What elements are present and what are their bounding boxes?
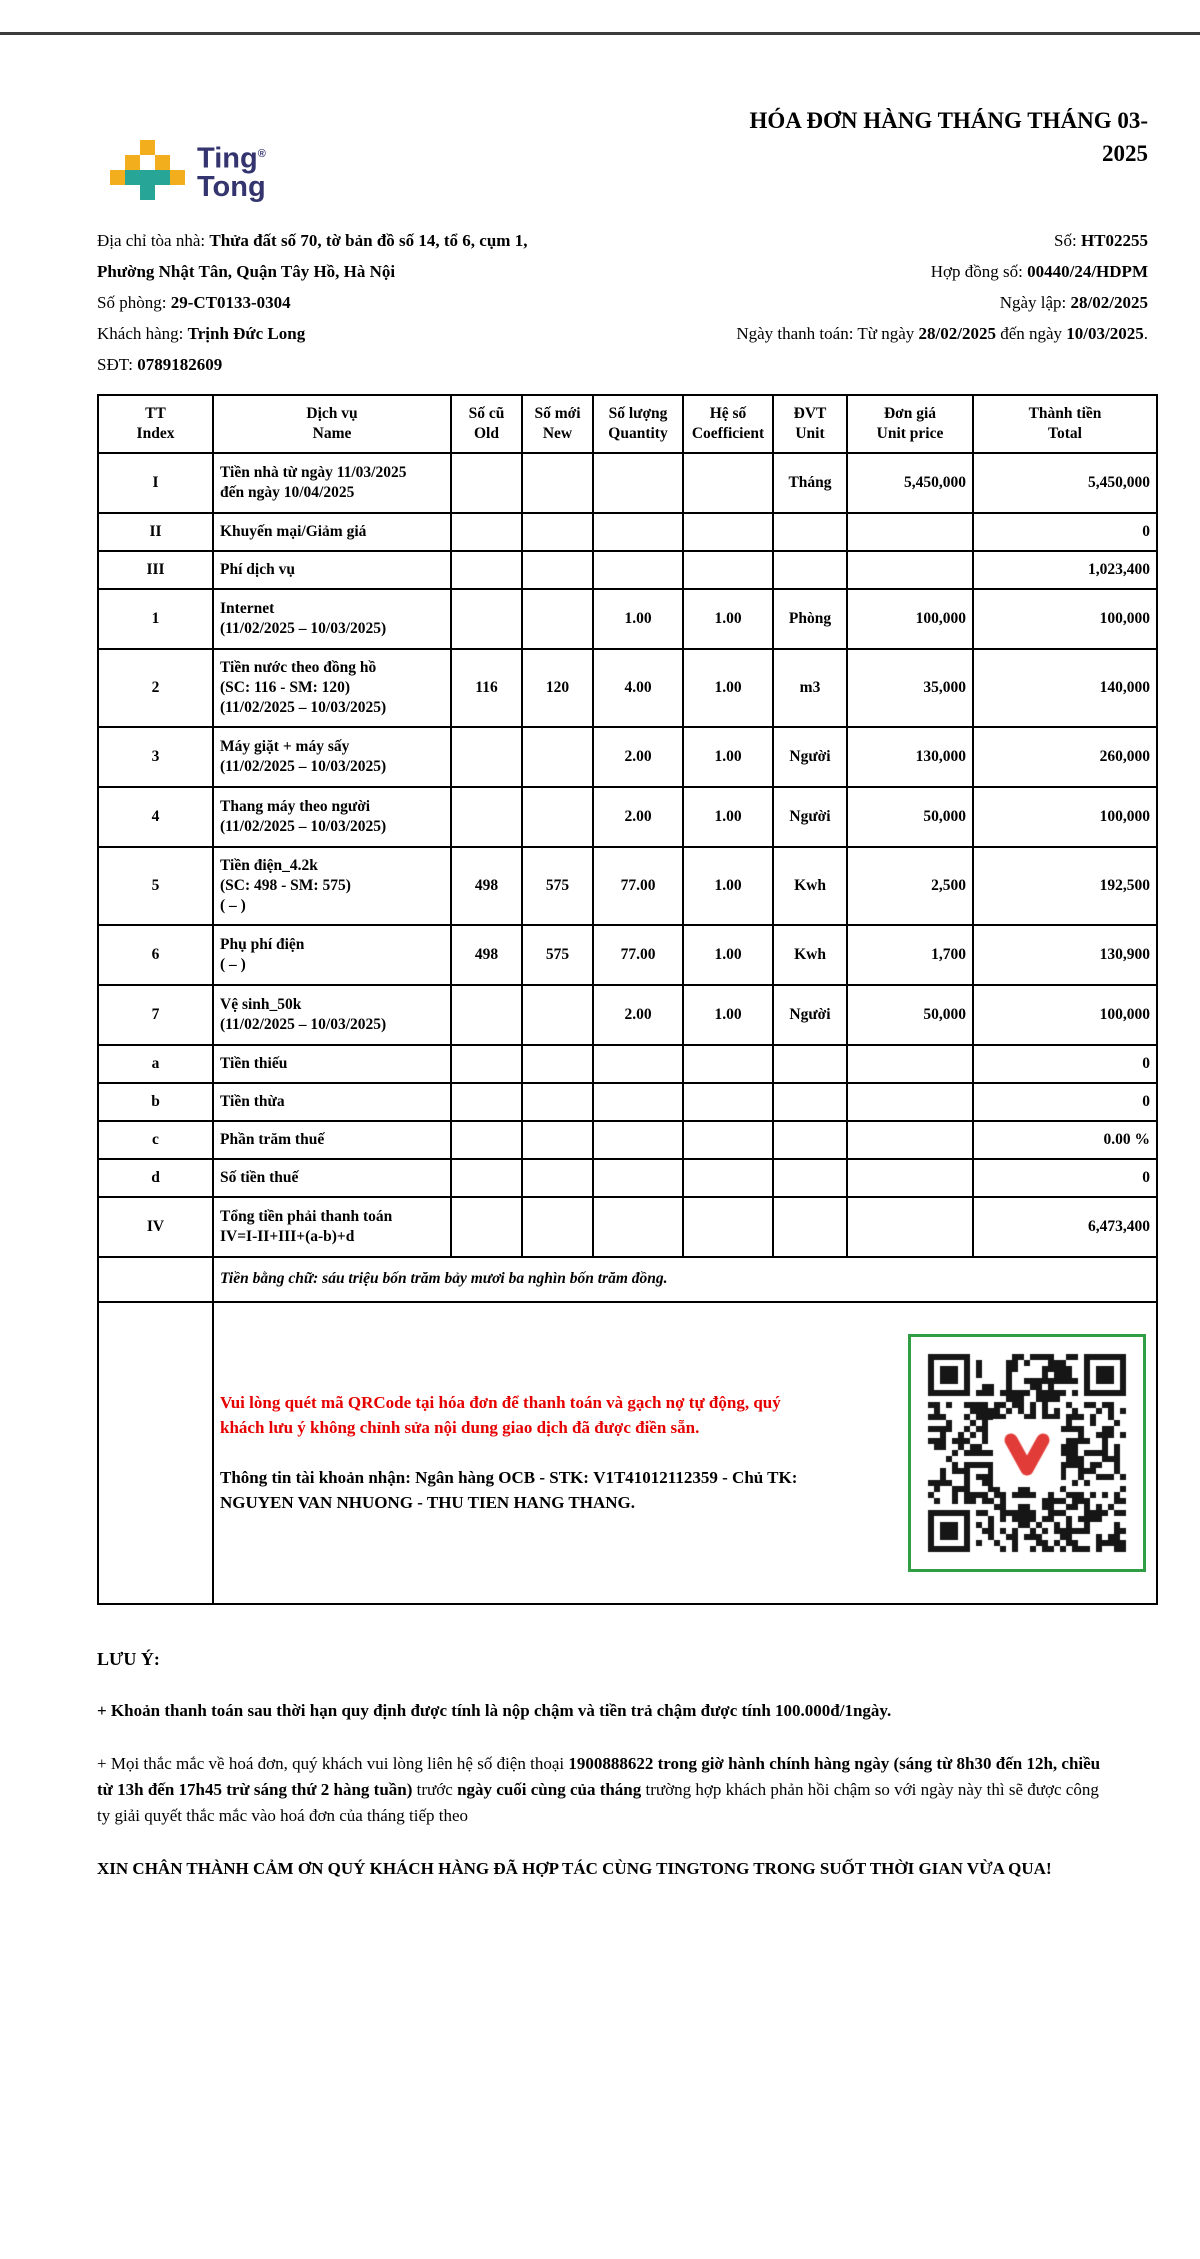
cell-coefficient: [683, 1045, 773, 1083]
table-row-d: [98, 1159, 1157, 1197]
cell-coefficient: [683, 551, 773, 589]
cell-service-name: Tiền thừa: [213, 1083, 451, 1121]
cell-index: 1: [98, 589, 213, 649]
table-row-2: [98, 649, 1157, 727]
cell-coefficient: [683, 1121, 773, 1159]
cell-service-name: Máy giặt + máy sấy (11/02/2025 – 10/03/2025): [213, 727, 451, 787]
cell-new-reading: 575: [522, 925, 593, 985]
cell-new-reading: [522, 1045, 593, 1083]
cell-unit-price: 5,450,000: [847, 453, 973, 513]
cell-new-reading: [522, 1121, 593, 1159]
cell-old-reading: [451, 453, 522, 513]
cell-total: 100,000: [973, 985, 1157, 1045]
cell-total: 0: [973, 1083, 1157, 1121]
cell-quantity: 77.00: [593, 925, 683, 985]
cell-total: 0: [973, 1045, 1157, 1083]
registered-mark: ®: [257, 148, 266, 160]
cell-old-reading: [451, 1197, 522, 1257]
cell-service-name: Thang máy theo người (11/02/2025 – 10/03/2025): [213, 787, 451, 847]
note-late-payment: + Khoản thanh toán sau thời hạn quy định được tính là nộp chậm và tiền trả chậm được tính 100.000đ/1ngày.: [97, 1700, 892, 1720]
cell-quantity: [593, 1083, 683, 1121]
cell-index: 2: [98, 649, 213, 727]
cell-coefficient: 1.00: [683, 727, 773, 787]
column-header: Số lượng Quantity: [593, 395, 683, 453]
page-title: HÓA ĐƠN HÀNG THÁNG THÁNG 03- 2025: [749, 108, 1148, 166]
payment-cell: [213, 1302, 1157, 1604]
cell-coefficient: 1.00: [683, 985, 773, 1045]
cell-total: 140,000: [973, 649, 1157, 727]
cell-service-name: Khuyến mại/Giảm giá: [213, 513, 451, 551]
cell-service-name: Phụ phí điện ( – ): [213, 925, 451, 985]
cell-unit-price: 50,000: [847, 985, 973, 1045]
cell-old-reading: [451, 1083, 522, 1121]
invoice-table: [97, 394, 1158, 1605]
cell-unit-price: 2,500: [847, 847, 973, 925]
cell-service-name: Tiền thiếu: [213, 1045, 451, 1083]
cell-unit: [773, 1045, 847, 1083]
cell-index: 7: [98, 985, 213, 1045]
cell-total: 130,900: [973, 925, 1157, 985]
cell-total: 0.00 %: [973, 1121, 1157, 1159]
table-row-III: [98, 551, 1157, 589]
column-header: Đơn giá Unit price: [847, 395, 973, 453]
cell-quantity: [593, 1197, 683, 1257]
cell-coefficient: 1.00: [683, 847, 773, 925]
cell-new-reading: [522, 1159, 593, 1197]
logo-pixel: [155, 170, 170, 185]
table-row-5: [98, 847, 1157, 925]
notes-heading: LƯU Ý:: [97, 1648, 160, 1669]
table-row-3: [98, 727, 1157, 787]
account-info: Thông tin tài khoản nhận: Ngân hàng OCB - STK: V1T41012112359 - Chủ TK: NGUYEN VAN NHUONG - THU TIEN HANG THANG.: [220, 1468, 798, 1513]
column-header: TT Index: [98, 395, 213, 453]
cell-unit: Tháng: [773, 453, 847, 513]
table-row-b: [98, 1083, 1157, 1121]
cell-unit-price: 50,000: [847, 787, 973, 847]
cell-unit-price: [847, 1197, 973, 1257]
cell-quantity: 2.00: [593, 787, 683, 847]
cell-coefficient: 1.00: [683, 589, 773, 649]
qr-code-canvas: [915, 1341, 1139, 1565]
cell-service-name: Internet (11/02/2025 – 10/03/2025): [213, 589, 451, 649]
cell-coefficient: [683, 1159, 773, 1197]
cell-unit: [773, 1159, 847, 1197]
meta-line-left-4: Khách hàng: Trịnh Đức Long: [97, 323, 306, 343]
cell-new-reading: 120: [522, 649, 593, 727]
cell-coefficient: [683, 1197, 773, 1257]
meta-line-right-2: Hợp đồng số: 00440/24/HDPM: [930, 261, 1148, 281]
logo-pixel: [140, 140, 155, 155]
cell-empty: [98, 1257, 213, 1302]
cell-coefficient: [683, 453, 773, 513]
cell-unit-price: [847, 1121, 973, 1159]
cell-new-reading: [522, 787, 593, 847]
cell-total: 6,473,400: [973, 1197, 1157, 1257]
meta-right-column: [681, 225, 1148, 380]
cell-service-name: Số tiền thuế: [213, 1159, 451, 1197]
column-header: Dịch vụ Name: [213, 395, 451, 453]
footer-notes: [97, 1649, 1103, 1882]
table-row-c: [98, 1121, 1157, 1159]
cell-unit-price: [847, 1083, 973, 1121]
cell-unit-price: [847, 551, 973, 589]
tingtong-pixel-icon: [110, 140, 185, 200]
amount-in-words-row: [98, 1257, 1157, 1302]
cell-old-reading: [451, 1121, 522, 1159]
cell-unit-price: 1,700: [847, 925, 973, 985]
meta-line-right-1: Số: HT02255: [1054, 230, 1148, 250]
cell-unit: [773, 551, 847, 589]
table-row-IV: [98, 1197, 1157, 1257]
amount-in-words-cell: [213, 1257, 1157, 1302]
table-row-6: [98, 925, 1157, 985]
qr-code-icon: [908, 1334, 1146, 1572]
cell-new-reading: 575: [522, 847, 593, 925]
table-row-4: [98, 787, 1157, 847]
cell-index: c: [98, 1121, 213, 1159]
cell-old-reading: [451, 985, 522, 1045]
cell-total: 100,000: [973, 787, 1157, 847]
cell-index: I: [98, 453, 213, 513]
table-row-7: [98, 985, 1157, 1045]
top-divider: [0, 32, 1200, 35]
cell-unit: Phòng: [773, 589, 847, 649]
cell-quantity: 2.00: [593, 727, 683, 787]
cell-coefficient: [683, 1083, 773, 1121]
cell-quantity: 2.00: [593, 985, 683, 1045]
amount-in-words-label: Tiền bằng chữ:: [220, 1270, 319, 1288]
tingtong-wordmark: [197, 140, 266, 201]
amount-in-words-value: sáu triệu bốn trăm bảy mươi ba nghìn bốn trăm đồng.: [322, 1270, 668, 1288]
logo-pixel: [170, 170, 185, 185]
cell-unit-price: 100,000: [847, 589, 973, 649]
cell-quantity: 77.00: [593, 847, 683, 925]
cell-index: 4: [98, 787, 213, 847]
column-header: Số cũ Old: [451, 395, 522, 453]
logo-pixel: [140, 170, 155, 185]
logo-pixel: [125, 155, 140, 170]
cell-index: II: [98, 513, 213, 551]
logo-pixel: [140, 185, 155, 200]
cell-new-reading: [522, 453, 593, 513]
cell-service-name: Phí dịch vụ: [213, 551, 451, 589]
tingtong-logo: [110, 140, 266, 201]
cell-index: 3: [98, 727, 213, 787]
cell-quantity: [593, 551, 683, 589]
header: [0, 0, 1200, 201]
meta-line-left-5: SĐT: 0789182609: [97, 354, 223, 374]
cell-old-reading: [451, 787, 522, 847]
cell-new-reading: [522, 1083, 593, 1121]
cell-unit: Người: [773, 727, 847, 787]
cell-new-reading: [522, 513, 593, 551]
cell-total: 5,450,000: [973, 453, 1157, 513]
table-row-II: [98, 513, 1157, 551]
cell-service-name: Tiền nhà từ ngày 11/03/2025 đến ngày 10/04/2025: [213, 453, 451, 513]
meta-line-left-1: Địa chỉ tòa nhà: Thửa đất số 70, tờ bản đồ số 14, tổ 6, cụm 1,: [97, 230, 528, 250]
cell-new-reading: [522, 727, 593, 787]
cell-total: 0: [973, 1159, 1157, 1197]
table-row-I: [98, 453, 1157, 513]
cell-unit: Người: [773, 985, 847, 1045]
cell-index: 6: [98, 925, 213, 985]
qr-instruction-note: Vui lòng quét mã QRCode tại hóa đơn để thanh toán và gạch nợ tự động, quý khách lưu ý không chỉnh sửa nội dung giao dịch đã được điền sẵn.: [220, 1393, 781, 1438]
cell-service-name: Vệ sinh_50k (11/02/2025 – 10/03/2025): [213, 985, 451, 1045]
cell-quantity: [593, 453, 683, 513]
brand-top: Ting: [197, 142, 258, 175]
table-row-1: [98, 589, 1157, 649]
cell-coefficient: 1.00: [683, 925, 773, 985]
cell-unit: Kwh: [773, 847, 847, 925]
invoice-meta: [0, 201, 1200, 380]
cell-unit: m3: [773, 649, 847, 727]
meta-line-right-3: Ngày lập: 28/02/2025: [999, 292, 1148, 312]
cell-old-reading: 498: [451, 925, 522, 985]
cell-quantity: [593, 1159, 683, 1197]
note-hotline: + Mọi thắc mắc về hoá đơn, quý khách vui lòng liên hệ số điện thoại 1900888622 trong giờ hành chính hàng ngày (sáng từ 8h30 đến 12h, chiều từ 13h đến 17h45 trừ sáng thứ 2 hàng tuần) trước ngày cuối cùng của tháng trường hợp khách phản hồi chậm so với ngày này thì sẽ được công ty giải quyết thắc mắc vào hoá đơn của tháng tiếp theo: [97, 1753, 1101, 1825]
cell-service-name: Tiền nước theo đồng hồ (SC: 116 - SM: 120) (11/02/2025 – 10/03/2025): [213, 649, 451, 727]
cell-empty: [98, 1302, 213, 1604]
cell-old-reading: [451, 513, 522, 551]
cell-total: 260,000: [973, 727, 1157, 787]
cell-unit-price: 35,000: [847, 649, 973, 727]
cell-coefficient: 1.00: [683, 787, 773, 847]
cell-service-name: Tiền điện_4.2k (SC: 498 - SM: 575) ( – ): [213, 847, 451, 925]
cell-coefficient: [683, 513, 773, 551]
column-header: Thành tiền Total: [973, 395, 1157, 453]
cell-coefficient: 1.00: [683, 649, 773, 727]
cell-index: b: [98, 1083, 213, 1121]
cell-old-reading: [451, 727, 522, 787]
cell-unit: [773, 1121, 847, 1159]
cell-quantity: [593, 1045, 683, 1083]
cell-old-reading: [451, 1045, 522, 1083]
column-header: ĐVT Unit: [773, 395, 847, 453]
cell-old-reading: 116: [451, 649, 522, 727]
cell-old-reading: 498: [451, 847, 522, 925]
cell-old-reading: [451, 551, 522, 589]
cell-old-reading: [451, 1159, 522, 1197]
cell-new-reading: [522, 985, 593, 1045]
cell-unit: [773, 1083, 847, 1121]
logo-pixel: [125, 170, 140, 185]
column-header: Hệ số Coefficient: [683, 395, 773, 453]
cell-quantity: [593, 1121, 683, 1159]
cell-unit-price: [847, 1045, 973, 1083]
payment-row: [98, 1302, 1157, 1604]
cell-new-reading: [522, 1197, 593, 1257]
cell-unit: [773, 1197, 847, 1257]
cell-unit-price: [847, 513, 973, 551]
table-header-row: [98, 395, 1157, 453]
cell-total: 1,023,400: [973, 551, 1157, 589]
cell-index: a: [98, 1045, 213, 1083]
payment-text: [220, 1390, 810, 1515]
column-header: Số mới New: [522, 395, 593, 453]
cell-old-reading: [451, 589, 522, 649]
cell-index: IV: [98, 1197, 213, 1257]
note-thanks: XIN CHÂN THÀNH CẢM ƠN QUÝ KHÁCH HÀNG ĐÃ HỢP TÁC CÙNG TINGTONG TRONG SUỐT THỜI GIAN VỪA QUA!: [97, 1858, 1052, 1878]
cell-unit: [773, 513, 847, 551]
cell-new-reading: [522, 589, 593, 649]
cell-unit: Kwh: [773, 925, 847, 985]
cell-total: 192,500: [973, 847, 1157, 925]
cell-service-name: Tổng tiền phải thanh toán IV=I-II+III+(a-b)+d: [213, 1197, 451, 1257]
cell-total: 100,000: [973, 589, 1157, 649]
meta-left-column: [97, 225, 681, 380]
cell-index: III: [98, 551, 213, 589]
cell-index: 5: [98, 847, 213, 925]
brand-bottom: Tong: [197, 170, 266, 203]
meta-line-right-4: Ngày thanh toán: Từ ngày 28/02/2025 đến ngày 10/03/2025.: [736, 323, 1148, 343]
cell-service-name: Phần trăm thuế: [213, 1121, 451, 1159]
meta-line-left-3: Số phòng: 29-CT0133-0304: [97, 292, 291, 312]
cell-unit: Người: [773, 787, 847, 847]
meta-line-left-2: Phường Nhật Tân, Quận Tây Hồ, Hà Nội: [97, 261, 396, 281]
table-row-a: [98, 1045, 1157, 1083]
cell-new-reading: [522, 551, 593, 589]
logo-pixel: [110, 170, 125, 185]
cell-quantity: 4.00: [593, 649, 683, 727]
logo-pixel: [155, 155, 170, 170]
cell-unit-price: [847, 1159, 973, 1197]
cell-unit-price: 130,000: [847, 727, 973, 787]
cell-quantity: 1.00: [593, 589, 683, 649]
cell-index: d: [98, 1159, 213, 1197]
cell-total: 0: [973, 513, 1157, 551]
cell-quantity: [593, 513, 683, 551]
